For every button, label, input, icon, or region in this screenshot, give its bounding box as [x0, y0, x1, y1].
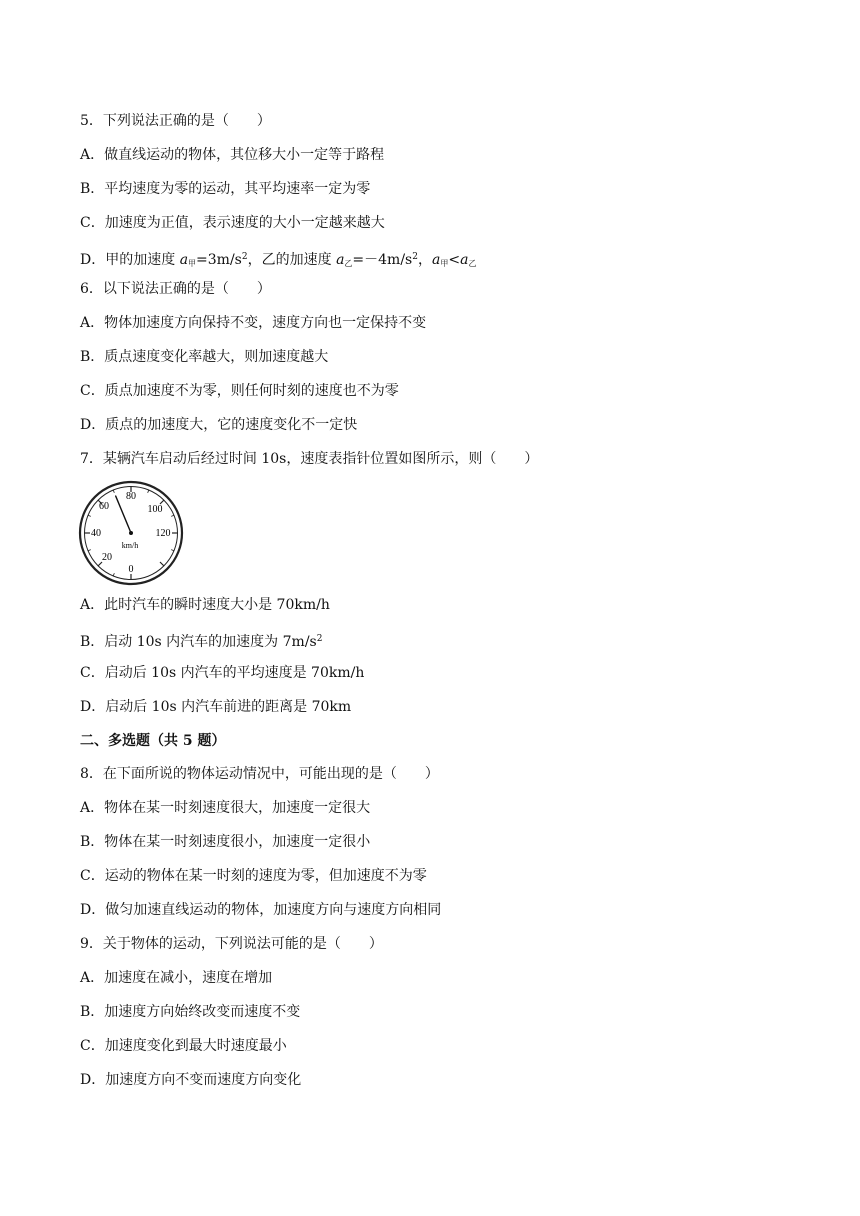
speedometer-needle-hub	[129, 531, 133, 535]
speedometer-figure	[78, 480, 184, 586]
q5-d-c2-sub: 乙	[468, 259, 477, 268]
q9-stem: 9．关于物体的运动，下列说法可能的是（ ）	[80, 936, 383, 952]
q8-stem: 8．在下面所说的物体运动情况中，可能出现的是（ ）	[80, 766, 439, 782]
q7-stem: 7．某辆汽车启动后经过时间 10s，速度表指针位置如图所示，则（ ）	[80, 451, 539, 467]
speedometer-tick	[171, 515, 174, 516]
q5-d-sep: ，	[417, 252, 432, 268]
speedometer-label-120: 120	[155, 528, 171, 539]
q6-option-d: D．质点的加速度大，它的速度变化不一定快	[80, 417, 358, 433]
section-multiple-choice-title: 二、多选题（共 5 题）	[80, 733, 226, 749]
q7-b-text: B．启动 10s 内汽车的加速度为 7m/s	[80, 634, 317, 650]
q5-d-a1-sub: 甲	[188, 259, 197, 268]
speedometer-tick	[113, 490, 114, 493]
q6-option-a: A．物体加速度方向保持不变，速度方向也一定保持不变	[80, 315, 427, 331]
q5-d-a2-sub: 乙	[344, 259, 353, 268]
q5-d-a2-exp: 2	[412, 252, 418, 262]
speedometer-unit: km/h	[121, 541, 139, 550]
q8-option-d: D．做匀加速直线运动的物体，加速度方向与速度方向相同	[80, 902, 442, 918]
q5-d-c1-sub: 甲	[440, 259, 449, 268]
q5-d-lt: <	[448, 252, 461, 268]
speedometer-tick	[160, 562, 164, 566]
q6-stem: 6．以下说法正确的是（ ）	[80, 281, 271, 297]
speedometer-tick	[148, 490, 149, 493]
speedometer-tick	[88, 550, 91, 551]
speedometer-label-100: 100	[147, 504, 163, 515]
q8-option-b: B．物体在某一时刻速度很小，加速度一定很小	[80, 834, 371, 850]
q6-option-c: C．质点加速度不为零，则任何时刻的速度也不为零	[80, 383, 399, 399]
q5-stem: 5．下列说法正确的是（ ）	[80, 113, 271, 129]
speedometer-tick	[113, 573, 114, 576]
q7-option-a: A．此时汽车的瞬时速度大小是 70km/h	[80, 597, 330, 613]
q5-d-a1-exp: 2	[241, 252, 248, 262]
q9-option-d: D．加速度方向不变而速度方向变化	[80, 1072, 302, 1088]
q5-d-mid: ，乙的加速度	[247, 252, 337, 268]
speedometer-label-0: 0	[128, 564, 134, 575]
q5-option-c: C．加速度为正值，表示速度的大小一定越来越大	[80, 215, 385, 231]
q7-b-exp: 2	[316, 634, 323, 644]
speedometer-label-60: 60	[99, 501, 109, 512]
q9-option-a: A．加速度在减小，速度在增加	[80, 970, 273, 986]
q5-option-d	[80, 247, 476, 267]
q8-option-a: A．物体在某一时刻速度很大，加速度一定很大	[80, 800, 371, 816]
q5-d-c2-var: a	[460, 252, 469, 268]
q7-option-b	[80, 629, 322, 649]
q5-d-a2-eq: =－4m/s	[352, 252, 413, 268]
speedometer-tick	[88, 515, 91, 516]
speedometer-label-80: 80	[126, 491, 136, 502]
q7-option-d: D．启动后 10s 内汽车前进的距离是 70km	[80, 699, 352, 715]
q8-option-c: C．运动的物体在某一时刻的速度为零，但加速度不为零	[80, 868, 427, 884]
q5-d-a1-eq: =3m/s	[196, 252, 242, 268]
q5-option-a: A．做直线运动的物体，其位移大小一定等于路程	[80, 147, 385, 163]
q5-option-b: B．平均速度为零的运动，其平均速率一定为零	[80, 181, 371, 197]
speedometer-tick	[171, 550, 174, 551]
q5-d-c1-var: a	[431, 252, 441, 268]
q6-option-b: B．质点速度变化率越大，则加速度越大	[80, 349, 329, 365]
q5-d-a2-var: a	[336, 252, 345, 268]
q9-option-c: C．加速度变化到最大时速度最小	[80, 1038, 287, 1054]
q5-d-prefix: D．甲的加速度	[80, 252, 180, 268]
speedometer-label-20: 20	[102, 552, 112, 563]
q7-option-c: C．启动后 10s 内汽车的平均速度是 70km/h	[80, 665, 365, 681]
q5-d-a1-var: a	[179, 252, 189, 268]
speedometer-label-40: 40	[91, 528, 101, 539]
q9-option-b: B．加速度方向始终改变而速度不变	[80, 1004, 301, 1020]
